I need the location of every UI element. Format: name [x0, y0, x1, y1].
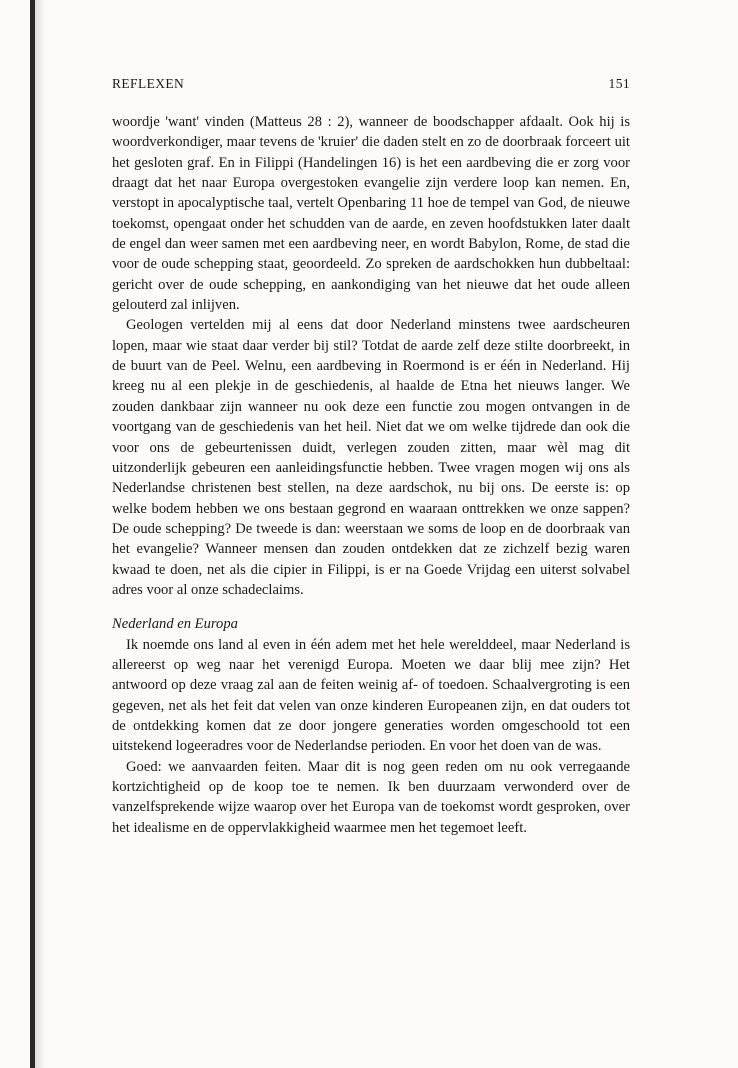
body-text — [112, 112, 630, 838]
paragraph: Ik noemde ons land al even in één adem met het hele werelddeel, maar Nederland is allereerst op weg naar het verenigd Europa. Moeten we daar blij mee zijn? Het antwoord op deze vraag zal aan de feiten weinig af- of toedoen. Schaalvergroting is een gegeven, net als het feit dat velen van onze kinderen Europeanen zijn, en dat ouders tot de ontdekking komen dat ze door jongere generaties worden omgeschoold tot een uitstekend logeeradres voor de Nederlandse perioden. En voor het doen van de was. — [112, 636, 630, 755]
spine-shadow — [35, 0, 45, 1068]
section-heading: Nederland en Europa — [112, 616, 238, 633]
running-head-title: REFLEXEN — [112, 76, 185, 91]
paragraph: Geologen vertelden mij al eens dat door Nederland minstens twee aardscheuren lopen, maar wie staat daar verder bij stil? Totdat de aarde zelf deze stilte doorbreekt, in de buurt van de Peel. Welnu, een aardbeving in Roermond is er één in Nederland. Hij kreeg nu al een plekje in de geschiedenis, al haalde de Etna het nieuws langer. We zouden dankbaar zijn wanneer nu ook deze een functie zou mogen ontvangen in de voortgang van de geschiedenis van het heil. Niet dat we om welke tijdrede dan ook die voor ons de gebeurtenissen duidt, verlegen zouden zitten, maar wèl mag dit uitzonderlijk gebeuren een aanleidingsfunctie hebben. Twee vragen mogen wij ons als Nederlandse christenen best stellen, na deze aardschok, nu bij ons. De eerste is: op welke bodem hebben we ons bestaan gegrond en waaraan onttrekken we onze sappen? De oude schepping? De tweede is dan: weerstaan we soms de loop en de doorbraak van het evangelie? Wanneer mensen dan zouden ontdekken dat ze zichzelf bezig waren kwaad te doen, net als die cipier in Filippi, is er na Goede Vrijdag een uiterst solvabel adres voor al onze schadeclaims. — [112, 317, 630, 598]
paragraph: woordje 'want' vinden (Matteus 28 : 2), wanneer de boodschapper afdaalt. Ook hij is woordverkondiger, maar tevens de 'kruier' die daden stelt en zo de doorbraak forceert uit het gesloten graf. En in Filippi (Handelingen 16) is het een aardbeving die er zorg voor draagt dat het naar Europa overgestoken evangelie zijn verdere loop kan nemen. En, verstopt in apocalyptische taal, vertelt Openbaring 11 hoe de tempel van God, de nieuwe toekomst, opengaat onder het schudden van de aarde, en zeven hoofdstukken later daalt de engel dan weer samen met een aardbeving neer, en wordt Babylon, Rome, de stad die voor de oude schepping staat, geoordeeld. Zo spreken de aardschokken hun dubbeltaal: gericht over de oude schepping, en aankondiging van het nieuwe dat het oude alleen gelouterd zal inlijven. — [112, 114, 630, 314]
page-number: 151 — [608, 76, 630, 91]
paragraph: Goed: we aanvaarden feiten. Maar dit is nog geen reden om nu ook verregaande kortzichtigheid op de koop toe te nemen. Ik ben duurzaam verwonderd over de vanzelfsprekende wijze waarop over het Europa van de toekomst wordt gesproken, over het idealisme en de oppervlakkigheid waarmee men het tegemoet leeft. — [112, 758, 630, 836]
